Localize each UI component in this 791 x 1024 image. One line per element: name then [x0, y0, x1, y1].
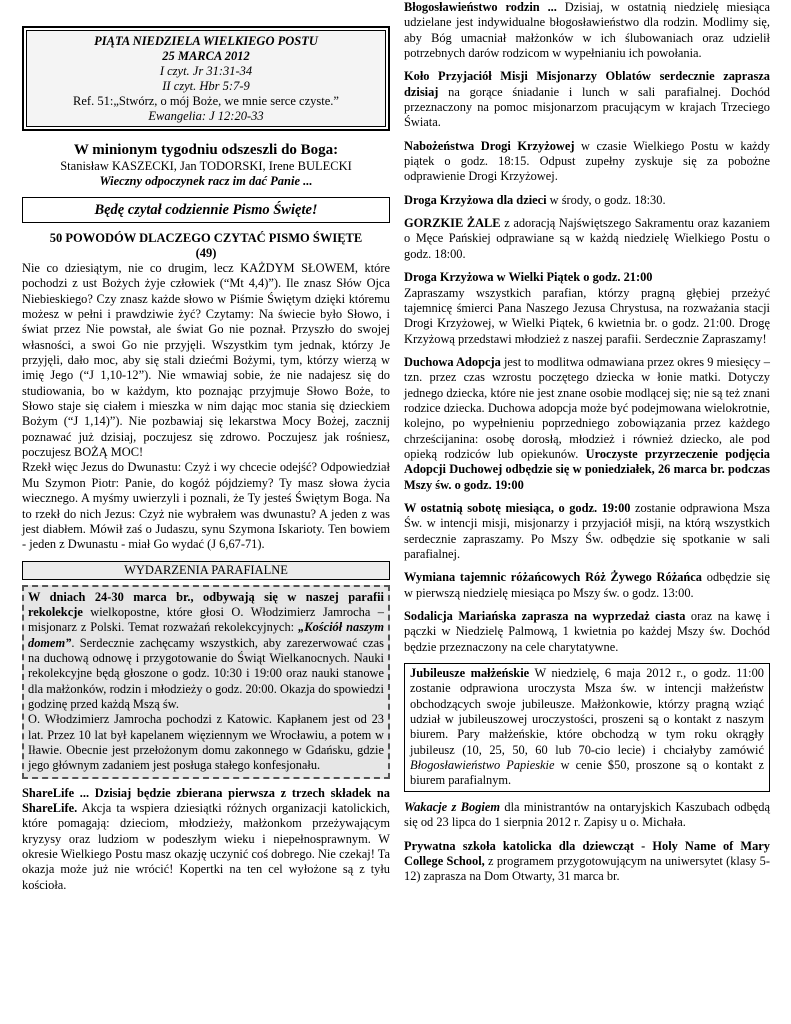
psalm-refrain: Ref. 51:„Stwórz, o mój Boże, we mnie serce czyste.” — [73, 94, 339, 108]
gorzkie-zale-notice — [404, 216, 770, 262]
reasons-text-2: Rzekł więc Jezus do Dwunastu: Czyż i wy chcecie odejść? Odpowiedział Mu Szymon Piotr: Panie, do kogóż pójdziemy? Ty masz słowa życia wiecznego. A myśmy uwierzyli i poznali, że Ty jesteś Świętym Boga. Na to rzekł do nich Jezus: Czyż nie wybrałem was dwunastu? A jeden z was jest diabłem. Mówił zaś o Judaszu, synu Szymona Iskarioty. Ten bowiem - jeden z Dwunastu - miał Go wydać (J 6,67-71). — [22, 460, 390, 552]
school-notice — [404, 839, 770, 885]
sharelife-text: Akcja ta wspiera dziesiątki różnych organizacji katolickich, które pomagają: dzieciom, młodzieży, małżonkom przeżywającym kryzysy oraz ludziom w podeszłym wieku i niepełnosprawnym. W okresie Wielkiego Postu masz okazję uczynić coś dobrego. Nie czekaj! Ta okazja może już nie wrócić! Kopertki na ten cel wyłożone są z tyłu kościoła. — [22, 801, 390, 892]
adoption-text: jest to modlitwa odmawiana przez okres 9 miesięcy – tzn. przez czas wzrostu poczętego dziecka w łonie matki. Dotyczy jednego dziecka, które nie jest znane osobie modlącej się; nie są też znani rodzice dziecka. Duchowa adopcja może być podejmowana wielokrotnie, kolejno, po wypełnieniu poprzedniego zobowiązania przez każdego chrześcijanina: osobę dorosłą, młodzież i również dziecko, ale pod opieką rodziców lub opiekunów. — [404, 354, 771, 461]
memoriam-section — [22, 141, 390, 189]
mission-friends-notice — [404, 69, 770, 130]
rosary-text: odbędzie się w pierwszą niedzielę miesiąca po Mszy św. o godz. 13:00. — [404, 570, 771, 600]
retreat-bio: O. Włodzimierz Jamrocha pochodzi z Katowic. Kapłanem jest od 23 lat. Przez 10 lat był kapelanem więziennym we Wrocławiu, a potem w Iławie. Obecnie jest przełożonym domu zakonnego w Gdańsku, gdzie jego głównym zadaniem jest posługa stałego konfesjonału. — [28, 712, 384, 773]
school-lead: Prywatna szkoła katolicka dla dziewcząt - Holy Name of Mary College School, — [404, 838, 770, 868]
missions-mass-notice — [404, 501, 770, 562]
stations-text: w czasie Wielkiego Postu w każdy piątek o godz. 18:15. Odpust zupełny zyskuje się za pobożne odprawienie Drogi Krzyżowej. — [404, 138, 770, 184]
retreat-text-2: . Serdecznie zachęcamy wszystkich, aby zarezerwować czas na duchową odnowę i przygotowanie do Świąt Wielkanocnych. Nauki rekolekcyjne będą głoszone o godz. 10:30 i 19:00 oraz nauki stanowe dla małżonków, rodzin i młodzieży o godz. 20:00. Okazja do spowiedzi godzinę przed każdą Mszą św. — [28, 635, 384, 711]
good-friday-lead: Droga Krzyżowa w Wielki Piątek o godz. 21:00 — [404, 270, 653, 285]
sharelife-notice — [22, 786, 390, 893]
good-friday-notice — [404, 270, 770, 347]
sodality-text: oraz na kawę i pączki w Niedzielę Palmową, 1 kwietnia po każdej Mszy św. Dochód będzie przeznaczony na cele charytatywne. — [404, 609, 770, 654]
second-reading: II czyt. Hbr 5:7-9 — [162, 79, 250, 93]
rosary-lead: Wymiana tajemnic różańcowych Róż Żywego Różańca — [404, 570, 702, 585]
memoriam-title: W minionym tygodniu odszeszli do Boga: — [73, 142, 339, 158]
left-column — [22, 0, 390, 893]
blessing-notice — [404, 0, 770, 61]
retreat-text-1: wielkopostne, które głosi O. Włodzimierz Jamrocha – misjonarz z Polski. Temat rozważań rekolekcyjnych: — [28, 604, 384, 635]
gorzkie-zale-text: z adoracją Najświętszego Sakramentu oraz kazaniem o Męce Pańskiej odprawiane są w każdą niedzielę Wielkiego Postu o godz. 18:00. — [404, 216, 770, 261]
retreat-announcement — [28, 590, 384, 713]
first-reading: I czyt. Jr 31:31-34 — [159, 64, 253, 78]
bible-banner: Będę czytał codziennie Pismo Święte! — [22, 197, 390, 223]
reasons-text: Nie co dziesiątym, nie co drugim, lecz KAŻDYM SŁOWEM, które pochodzi z ust Bożych żyje człowiek (“Mt 4,4)”). Ile znasz Słów Ojca Niebieskiego? Czy znasz każde słowo w Piśmie Świętym dzięki któremu możesz w pełni i prawdziwie żyć? Czytamy: Na świecie było Słowo, i świat przez Nie powstał, ale świat Go nie poznał. Przyszło do swojej własności, a swoi Go nie przyjęli. Wszystkim tym jednak, którzy Je przyjęli, dało moc, aby się stali dziećmi Bożymi, tym, którzy wierzą w imię Jego (“J 1,10-12”). Nie wmawiaj sobie, że nie nadajesz się do studiowania, bo w każdym, kto poznając przyjmuje Słowo Boże, to Słowo staje się ciałem i mieszka w nim dając moc stania się dzieckiem Bożym (“J 1,14)”). Nie pozbawiaj się lekarstwa Mocy Bożej, zacznij poznawać już dzisiaj, poczujesz się zdrowo. Poczujesz jak rośniesz, poczujesz BOŻĄ MOC! — [22, 261, 390, 460]
sunday-date: 25 MARCA 2012 — [162, 49, 250, 63]
rosary-notice — [404, 570, 770, 601]
vacation-text: dla ministrantów na ontaryjskich Kaszubach odbędą się od 23 lipca do 1 sierpnia 2012 r. Zapisy u o. Michała. — [404, 799, 770, 830]
spiritual-adoption-notice — [404, 355, 770, 493]
school-text: z programem przygotowującym na uniwersytet (klasy 5-12) zaprasza na Dom Otwarty, 31 marca br. — [404, 853, 770, 884]
vacation-notice — [404, 800, 770, 831]
retreat-box — [22, 585, 390, 779]
sodality-lead: Sodalicja Mariańska zaprasza na wyprzedaż ciasta — [404, 609, 686, 624]
sunday-title: PIĄTA NIEDZIELA WIELKIEGO POSTU — [94, 34, 318, 48]
sharelife-lead: ShareLife ... Dzisiaj będzie zbierana pierwsza z trzech składek na ShareLife. — [22, 785, 390, 815]
blessing-text: Dzisiaj, w ostatnią niedzielę miesiąca udzielane jest indywidualne błogosławieństwo dla rodzin. Modlimy się, aby Bóg umacniał małżonków w ich ślubowaniach oraz udzielił potrzebnych darów rodzicom w wypełnianiu ich powołania. — [404, 0, 770, 61]
kids-stations-notice — [404, 193, 770, 208]
jubilee-box — [404, 663, 770, 792]
blessing-lead: Błogosławieństwo rodzin ... — [404, 0, 557, 14]
gorzkie-zale-lead: GORZKIE ŻALE — [404, 216, 501, 231]
stations-notice — [404, 139, 770, 185]
jubilee-text-2: w cenie $50, proszone są o kontakt z biurem parafialnym. — [410, 758, 764, 788]
missions-mass-text: zostanie odprawiona Msza Św. w intencji misji, misjonarzy i przyjaciół misji, na którą wszystkich serdecznie zapraszamy. Po Mszy Św. odbędzie się spotkanie w sali parafialnej. — [404, 500, 770, 561]
jubilee-text: W niedzielę, 6 maja 2012 r., o godz. 11:00 zostanie odprawiona uroczysta Msza św. w intencji małżeństw obchodzących swoje jubileusze. Małżonkowie, którzy pragną wziąć udział w jubileuszowej uroczystości, proszeni są o kontakt z naszym biurem. Pary małżeńskie, które obchodzą w tym roku okrągły jubileusz (10, 25, 50, 60 lub 70-cio lecie) i chciałyby zamówić — [410, 666, 764, 757]
liturgy-header-box — [22, 26, 390, 131]
retreat-theme: „Kościół naszym domem” — [28, 620, 385, 650]
right-column — [404, 0, 770, 893]
events-header: WYDARZENIA PARAFIALNE — [22, 561, 390, 580]
sodality-notice — [404, 609, 770, 655]
reasons-number: (49) — [195, 246, 217, 260]
adoption-ceremony: Uroczyste przyrzeczenie podjęcia Adopcji Duchowej odbędzie się w poniedziałek, 26 marca br. podczas Mszy św. o godz. 19:00 — [404, 446, 770, 492]
reasons-heading: 50 POWODÓW DLACZEGO CZYTAĆ PISMO ŚWIĘTE — [49, 231, 363, 245]
kids-stations-text: w środy, o godz. 18:30. — [546, 192, 666, 207]
missions-mass-lead: W ostatnią sobotę miesiąca, o godz. 19:00 — [404, 500, 631, 515]
liturgy-header-inner — [26, 30, 386, 127]
mission-friends-text: na gorące śniadanie i lunch w sali parafialnej. Dochód przeznaczony na pomoc misjonarzom pracującym w krajach Trzeciego Świata. — [404, 84, 770, 130]
vacation-lead: Wakacje z Bogiem — [404, 799, 500, 814]
retreat-lead: W dniach 24-30 marca br., odbywają się w naszej parafii rekolekcje — [28, 589, 384, 619]
memoriam-prayer: Wieczny odpoczynek racz im dać Panie ... — [99, 174, 313, 188]
jubilee-lead: Jubileusze małżeńskie — [410, 666, 530, 681]
adoption-lead: Duchowa Adopcja — [404, 354, 501, 369]
good-friday-text: Zapraszamy wszystkich parafian, którzy pragną głębiej przeżyć tajemnicę śmierci Pana Naszego Jezusa Chrystusa, na rozważania stacji Drogi Krzyżowej, w Wielki Piątek, 6 kwietnia br. o godz. 21:00. Drogę Krzyżową przedstawi młodzież z naszej parafii. Serdecznie Zapraszamy! — [404, 285, 770, 346]
reasons-title — [22, 231, 390, 261]
stations-lead: Nabożeństwa Drogi Krzyżowej — [404, 138, 575, 153]
kids-stations-lead: Droga Krzyżowa dla dzieci — [404, 192, 547, 207]
mission-friends-lead: Koło Przyjaciół Misji Misjonarzy Oblatów serdecznie zaprasza dzisiaj — [404, 69, 770, 99]
gospel-reading: Ewangelia: J 12:20-33 — [148, 109, 264, 123]
memoriam-names: Stanisław KASZECKI, Jan TODORSKI, Irene BULECKI — [60, 159, 352, 173]
papal-blessing: Błogosławieństwo Papieskie — [410, 758, 555, 773]
